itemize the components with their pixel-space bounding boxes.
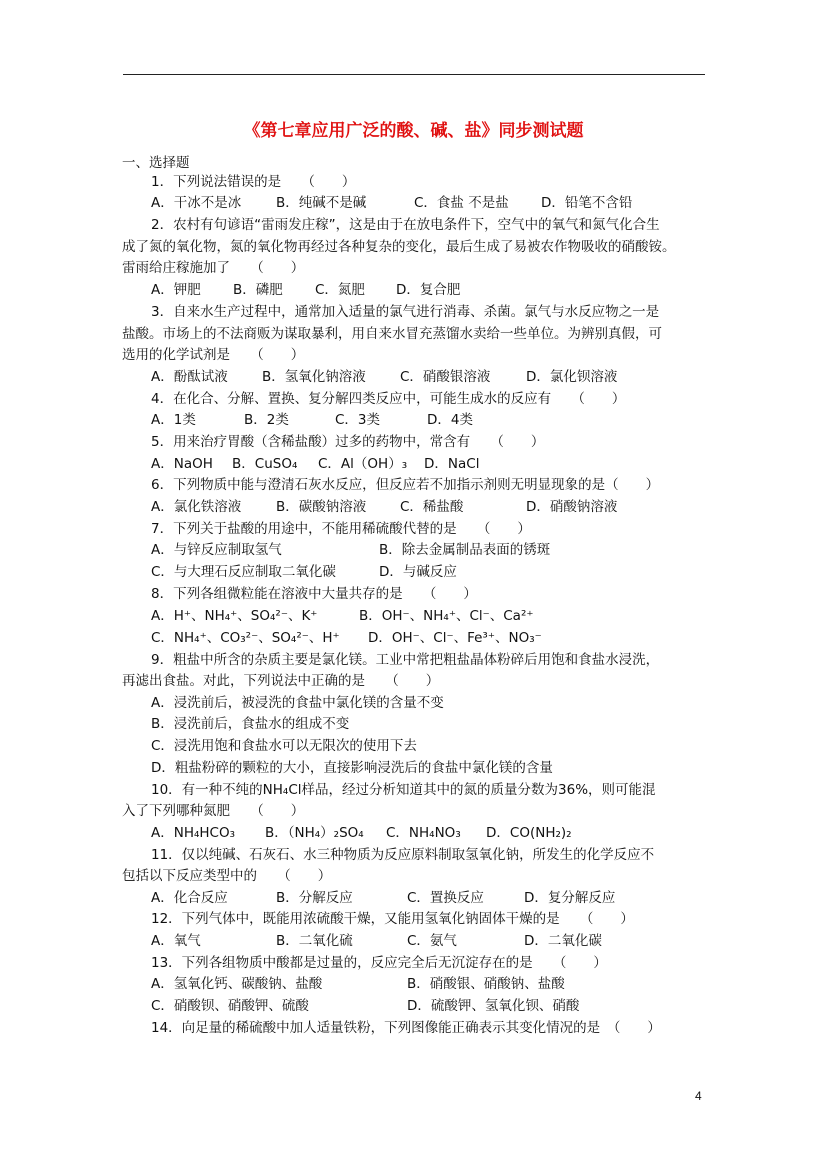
q6-option-c: C．稀盐酸 <box>400 499 464 515</box>
q11-option-a: A．化合反应 <box>151 890 228 906</box>
question-1: 1．下列说法错误的是 （ ） <box>151 174 356 190</box>
q2-option-d: D．复合肥 <box>396 282 461 298</box>
q4-option-d: D．4类 <box>427 412 473 428</box>
question-8: 8．下列各组微粒能在溶液中大量共存的是 （ ） <box>151 586 477 602</box>
q1-option-b: B．纯碱不是碱 <box>276 195 367 211</box>
q3-option-b: B．氢氧化钠溶液 <box>262 369 366 385</box>
q9-option-b: B．浸洗前后，食盐水的组成不变 <box>151 716 350 732</box>
q1-option-d: D．铅笔不含铅 <box>541 195 633 211</box>
question-3-line-1: 3．自来水生产过程中，通常加入适量的氯气进行消毒、杀菌。氯气与水反应物之一是 <box>151 304 660 320</box>
question-7: 7．下列关于盐酸的用途中，不能用稀硫酸代替的是 （ ） <box>151 521 531 537</box>
question-2-line-3: 雷雨给庄稼施加了 （ ） <box>122 260 305 276</box>
q7-option-a: A．与锌反应制取氢气 <box>151 542 282 558</box>
q5-option-a: A．NaOH <box>151 456 213 472</box>
question-2-line-1: 2．农村有句谚语“雷雨发庄稼”，这是由于在放电条件下，空气中的氧气和氮气化合生 <box>151 217 660 233</box>
q12-option-b: B．二氧化硫 <box>276 933 353 949</box>
q5-option-d: D．NaCl <box>424 456 480 472</box>
q6-option-d: D．硝酸钠溶液 <box>526 499 618 515</box>
q8-option-d: D．OH⁻、Cl⁻、Fe³⁺、NO₃⁻ <box>368 630 542 646</box>
q2-option-a: A．钾肥 <box>151 282 201 298</box>
q10-option-b: B．（NH₄）₂SO₄ <box>265 825 364 841</box>
q9-option-a: A．浸洗前后，被浸洗的食盐中氯化镁的含量不变 <box>151 695 444 711</box>
q10-option-a: A．NH₄HCO₃ <box>151 825 236 841</box>
question-3-line-3: 选用的化学试剂是 （ ） <box>122 347 305 363</box>
q2-option-b: B．磷肥 <box>233 282 283 298</box>
q4-option-a: A．1类 <box>151 412 196 428</box>
q8-option-c: C．NH₄⁺、CO₃²⁻、SO₄²⁻、H⁺ <box>151 630 340 646</box>
q7-option-c: C．与大理石反应制取二氧化碳 <box>151 564 336 580</box>
question-12: 12．下列气体中，既能用浓硫酸干燥，又能用氢氧化钠固体干燥的是 （ ） <box>151 911 634 927</box>
question-11-line-2: 包括以下反应类型中的 （ ） <box>122 868 332 884</box>
q11-option-d: D．复分解反应 <box>524 890 616 906</box>
question-11-line-1: 11．仅以纯碱、石灰石、水三种物质为反应原料制取氢氧化钠，所发生的化学反应不 <box>151 847 655 863</box>
question-10-line-1: 10．有一种不纯的NH₄Cl样品，经过分析知道其中的氮的质量分数为36%，则可能混 <box>151 782 656 798</box>
question-14: 14．向足量的稀硫酸中加人适量铁粉，下列图像能正确表示其变化情况的是 （ ） <box>151 1020 661 1036</box>
q9-option-c: C．浸洗用饱和食盐水可以无限次的使用下去 <box>151 738 417 754</box>
q3-option-d: D．氯化钡溶液 <box>526 369 618 385</box>
question-10-line-2: 入了下列哪种氮肥 （ ） <box>122 803 305 819</box>
document-title: 《第七章应用广泛的酸、碱、盐》同步测试题 <box>243 121 584 141</box>
q5-option-b: B．CuSO₄ <box>232 456 298 472</box>
q8-option-b: B．OH⁻、NH₄⁺、Cl⁻、Ca²⁺ <box>359 608 534 624</box>
q3-option-c: C．硝酸银溶液 <box>400 369 491 385</box>
q9-option-d: D．粗盐粉碎的颗粒的大小，直接影响浸洗后的食盐中氯化镁的含量 <box>151 760 553 776</box>
q6-option-b: B．碳酸钠溶液 <box>276 499 367 515</box>
question-5: 5．用来治疗胃酸（含稀盐酸）过多的药物中，常含有 （ ） <box>151 434 545 450</box>
section-heading: 一、选择题 <box>122 155 190 171</box>
page-number: 4 <box>695 1089 702 1103</box>
q6-option-a: A．氯化铁溶液 <box>151 499 242 515</box>
q13-option-b: B．硝酸银、硝酸钠、盐酸 <box>407 976 565 992</box>
q7-option-b: B．除去金属制品表面的锈斑 <box>379 542 551 558</box>
q13-option-d: D．硫酸钾、氢氧化钡、硝酸 <box>407 998 580 1014</box>
question-9-line-2: 再滤出食盐。对此，下列说法中正确的是 （ ） <box>122 673 440 689</box>
q4-option-c: C．3类 <box>335 412 381 428</box>
q12-option-a: A．氧气 <box>151 933 201 949</box>
q11-option-b: B．分解反应 <box>276 890 353 906</box>
header-rule <box>123 74 705 75</box>
q1-option-c: C．食盐 不是盐 <box>414 195 509 211</box>
q10-option-d: D．CO(NH₂)₂ <box>486 825 572 841</box>
q5-option-c: C．Al（OH）₃ <box>318 456 408 472</box>
q3-option-a: A．酚酞试液 <box>151 369 228 385</box>
q13-option-c: C．硝酸钡、硝酸钾、硫酸 <box>151 998 309 1014</box>
question-3-line-2: 盐酸。市场上的不法商贩为谋取暴利，用自来水冒充蒸馏水卖给一些单位。为辨别真假，可 <box>122 326 662 342</box>
question-9-line-1: 9．粗盐中所含的杂质主要是氯化镁。工业中常把粗盐晶体粉碎后用饱和食盐水浸洗， <box>151 652 660 668</box>
question-4: 4．在化合、分解、置换、复分解四类反应中，可能生成水的反应有 （ ） <box>151 391 626 407</box>
question-2-line-2: 成了氮的氧化物，氮的氧化物再经过各种复杂的变化，最后生成了易被农作物吸收的硝酸铵。 <box>122 239 676 255</box>
q12-option-d: D．二氧化碳 <box>524 933 602 949</box>
q13-option-a: A．氢氧化钙、碳酸钠、盐酸 <box>151 976 323 992</box>
q8-option-a: A．H⁺、NH₄⁺、SO₄²⁻、K⁺ <box>151 608 318 624</box>
q10-option-c: C．NH₄NO₃ <box>386 825 461 841</box>
q12-option-c: C．氨气 <box>407 933 457 949</box>
q2-option-c: C．氮肥 <box>315 282 365 298</box>
q7-option-d: D．与碱反应 <box>379 564 457 580</box>
q11-option-c: C．置换反应 <box>407 890 484 906</box>
question-13: 13．下列各组物质中酸都是过量的，反应完全后无沉淀存在的是 （ ） <box>151 955 607 971</box>
q1-option-a: A．干冰不是冰 <box>151 195 242 211</box>
q4-option-b: B．2类 <box>244 412 289 428</box>
question-6: 6．下列物质中能与澄清石灰水反应，但反应若不加指示剂则无明显现象的是（ ） <box>151 477 660 493</box>
